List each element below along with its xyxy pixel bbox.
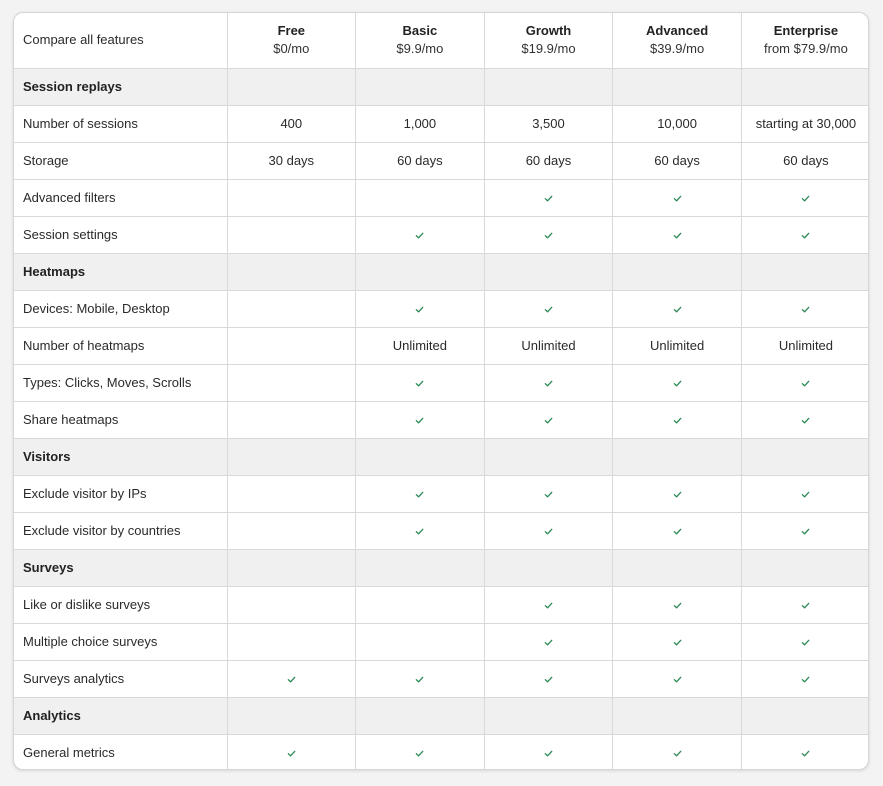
checkmark-icon [544,490,553,499]
feature-value: 400 [227,105,356,142]
feature-cell-empty [227,327,356,364]
feature-cell [613,216,742,253]
feature-cell [356,734,485,770]
checkmark-icon [801,601,810,610]
plan-name: Enterprise [773,23,839,39]
feature-cell [741,512,869,549]
feature-cell-empty [356,179,485,216]
checkmark-icon [544,749,553,758]
checkmark-icon [801,638,810,647]
table-row [14,290,869,327]
checkmark-icon [544,527,553,536]
feature-label: Multiple choice surveys [14,623,227,660]
feature-cell [741,179,869,216]
feature-value: Unlimited [356,327,485,364]
feature-cell-empty [227,623,356,660]
table-row [14,105,869,142]
feature-cell [484,475,613,512]
feature-cell [741,660,869,697]
checkmark-icon [673,194,682,203]
checkmark-icon [673,416,682,425]
feature-label: Storage [14,142,227,179]
feature-cell-empty [227,179,356,216]
feature-value: Unlimited [613,327,742,364]
feature-cell [356,364,485,401]
feature-label: Exclude visitor by IPs [14,475,227,512]
section-empty-cell [356,549,485,586]
feature-label: Number of sessions [14,105,227,142]
feature-cell [356,290,485,327]
feature-label: Share heatmaps [14,401,227,438]
checkmark-icon [801,416,810,425]
feature-cell [484,623,613,660]
feature-cell [227,734,356,770]
feature-cell [613,734,742,770]
section-header-row [14,697,869,734]
checkmark-icon [801,305,810,314]
checkmark-icon [415,490,424,499]
table-row [14,512,869,549]
feature-cell [741,290,869,327]
plan-header-enterprise [741,13,869,68]
feature-label: Exclude visitor by countries [14,512,227,549]
checkmark-icon [544,638,553,647]
feature-label: Advanced filters [14,179,227,216]
table-row [14,734,869,770]
checkmark-icon [544,194,553,203]
checkmark-icon [673,601,682,610]
feature-cell [613,512,742,549]
table-row [14,586,869,623]
table-row [14,475,869,512]
section-empty-cell [484,438,613,475]
feature-value: 30 days [227,142,356,179]
section-empty-cell [741,253,869,290]
section-empty-cell [227,438,356,475]
section-empty-cell [356,438,485,475]
table-row [14,364,869,401]
feature-value: Unlimited [484,327,613,364]
feature-cell [484,734,613,770]
plan-price: $19.9/mo [521,41,576,57]
plan-price: from $79.9/mo [764,41,848,57]
checkmark-icon [415,305,424,314]
section-header-row [14,549,869,586]
feature-cell [227,660,356,697]
table-row [14,623,869,660]
feature-cell [356,216,485,253]
checkmark-icon [544,231,553,240]
feature-cell [356,512,485,549]
feature-cell [484,290,613,327]
feature-cell [741,623,869,660]
plan-price: $0/mo [273,41,310,57]
feature-comparison-card [13,12,869,770]
section-empty-cell [356,697,485,734]
checkmark-icon [673,675,682,684]
table-row [14,660,869,697]
section-empty-cell [227,253,356,290]
feature-label: Number of heatmaps [14,327,227,364]
feature-cell [613,401,742,438]
section-empty-cell [741,549,869,586]
checkmark-icon [673,231,682,240]
checkmark-icon [415,379,424,388]
checkmark-icon [801,675,810,684]
feature-cell [741,401,869,438]
checkmark-icon [415,416,424,425]
feature-cell-empty [227,512,356,549]
plan-name: Growth [525,23,572,39]
feature-cell-empty [356,586,485,623]
plan-price: $39.9/mo [649,41,705,57]
feature-label: Surveys analytics [14,660,227,697]
section-empty-cell [613,68,742,105]
checkmark-icon [801,490,810,499]
feature-cell-empty [227,216,356,253]
feature-value: 60 days [741,142,869,179]
section-header-row [14,68,869,105]
feature-cell [741,586,869,623]
checkmark-icon [287,675,296,684]
section-empty-cell [227,68,356,105]
feature-cell [613,290,742,327]
feature-cell [484,216,613,253]
plan-header-advanced [613,13,742,68]
checkmark-icon [544,379,553,388]
plan-header-growth [484,13,613,68]
checkmark-icon [415,675,424,684]
feature-cell [484,660,613,697]
checkmark-icon [801,527,810,536]
section-empty-cell [741,68,869,105]
plan-name: Basic [402,23,438,39]
table-row [14,142,869,179]
feature-label: General metrics [14,734,227,770]
feature-cell [484,179,613,216]
feature-label: Session settings [14,216,227,253]
feature-cell [741,364,869,401]
section-empty-cell [227,549,356,586]
compare-all-features-label: Compare all features [14,13,227,68]
section-empty-cell [484,68,613,105]
section-empty-cell [484,549,613,586]
plan-price: $9.9/mo [396,41,444,57]
feature-value: starting at 30,000 [741,105,869,142]
plan-header-basic [356,13,485,68]
feature-cell [356,401,485,438]
section-title: Heatmaps [14,253,227,290]
section-empty-cell [484,253,613,290]
feature-cell [356,475,485,512]
plan-name: Advanced [646,23,709,39]
checkmark-icon [544,601,553,610]
feature-value: 60 days [356,142,485,179]
section-title: Session replays [14,68,227,105]
checkmark-icon [544,675,553,684]
feature-value: Unlimited [741,327,869,364]
feature-cell [613,586,742,623]
checkmark-icon [544,305,553,314]
feature-cell-empty [227,401,356,438]
checkmark-icon [673,490,682,499]
section-empty-cell [613,438,742,475]
table-header-row [14,13,869,68]
section-empty-cell [356,68,485,105]
checkmark-icon [544,416,553,425]
checkmark-icon [673,749,682,758]
checkmark-icon [801,194,810,203]
section-empty-cell [613,253,742,290]
section-title: Analytics [14,697,227,734]
feature-comparison-table [14,13,869,770]
checkmark-icon [673,527,682,536]
feature-cell [484,401,613,438]
section-title: Visitors [14,438,227,475]
feature-label: Devices: Mobile, Desktop [14,290,227,327]
feature-cell [741,734,869,770]
checkmark-icon [801,379,810,388]
feature-cell-empty [227,475,356,512]
checkmark-icon [673,379,682,388]
checkmark-icon [415,527,424,536]
section-empty-cell [741,697,869,734]
feature-cell [613,179,742,216]
feature-cell-empty [356,623,485,660]
section-empty-cell [227,697,356,734]
checkmark-icon [673,638,682,647]
table-row [14,179,869,216]
feature-value: 1,000 [356,105,485,142]
feature-cell [741,216,869,253]
feature-cell [484,364,613,401]
feature-cell [613,660,742,697]
feature-cell-empty [227,290,356,327]
feature-cell [356,660,485,697]
feature-cell [613,364,742,401]
feature-value: 60 days [613,142,742,179]
checkmark-icon [415,231,424,240]
checkmark-icon [801,231,810,240]
feature-value: 60 days [484,142,613,179]
section-header-row [14,438,869,475]
section-empty-cell [613,697,742,734]
checkmark-icon [801,749,810,758]
section-title: Surveys [14,549,227,586]
feature-cell [613,623,742,660]
section-empty-cell [484,697,613,734]
table-row [14,216,869,253]
feature-cell [613,475,742,512]
table-row [14,401,869,438]
section-empty-cell [613,549,742,586]
section-header-row [14,253,869,290]
section-empty-cell [741,438,869,475]
checkmark-icon [287,749,296,758]
section-empty-cell [356,253,485,290]
checkmark-icon [415,749,424,758]
feature-cell-empty [227,364,356,401]
table-body [14,68,869,770]
plan-name: Free [277,23,306,39]
feature-label: Like or dislike surveys [14,586,227,623]
feature-value: 3,500 [484,105,613,142]
checkmark-icon [673,305,682,314]
feature-cell [484,586,613,623]
feature-cell [484,512,613,549]
plan-header-free [227,13,356,68]
feature-cell-empty [227,586,356,623]
table-row [14,327,869,364]
feature-cell [741,475,869,512]
feature-value: 10,000 [613,105,742,142]
feature-label: Types: Clicks, Moves, Scrolls [14,364,227,401]
